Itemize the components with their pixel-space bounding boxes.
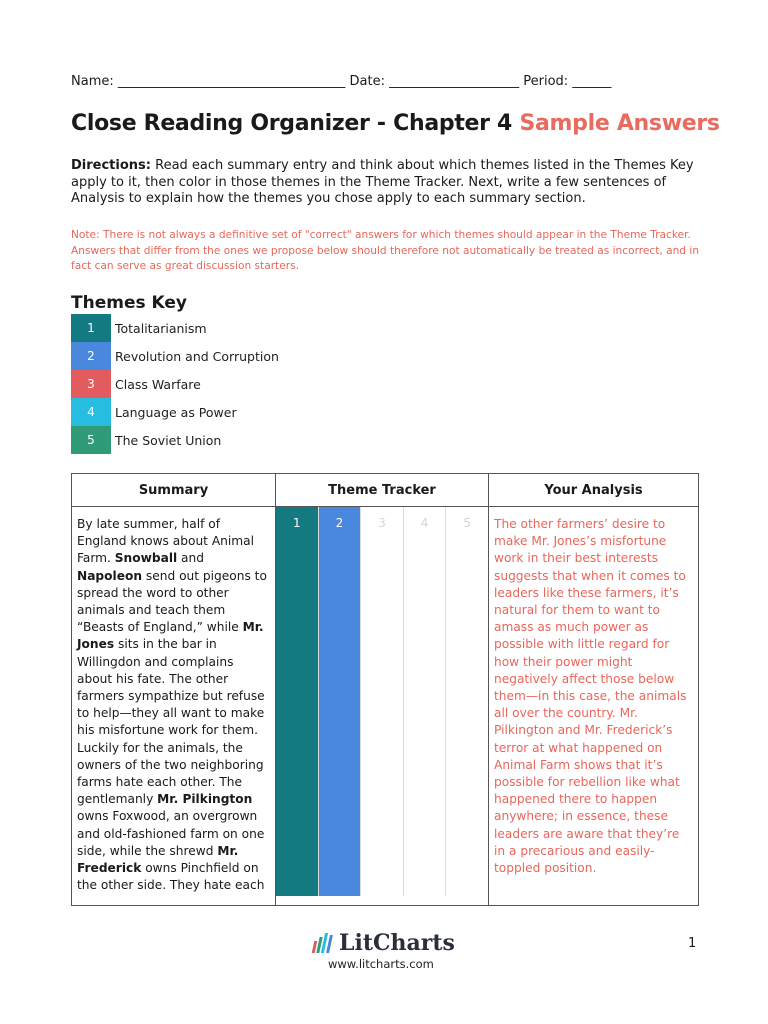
theme-key-item <box>71 398 371 426</box>
summary-text: send out pigeons to spread the word to other animals and teach them “Beasts of England,” while <box>77 568 267 635</box>
date-blank: ____________________ <box>389 74 520 89</box>
tracker-column[interactable]: 1 <box>276 507 319 896</box>
litcharts-logo <box>313 930 455 956</box>
themes-key-list <box>71 314 371 454</box>
tracker-column[interactable]: 3 <box>361 507 404 896</box>
period-blank: ______ <box>572 74 612 89</box>
page-number: 1 <box>688 936 697 951</box>
tracker-column[interactable]: 4 <box>404 507 447 896</box>
tracker-column[interactable]: 2 <box>319 507 362 896</box>
title-accent: Sample Answers <box>519 111 720 136</box>
table-row <box>72 507 699 906</box>
title-main: Close Reading Organizer - Chapter 4 <box>71 111 513 136</box>
summary-text: By late summer, half of England knows about Animal Farm. <box>77 517 254 566</box>
theme-key-item <box>71 342 371 370</box>
theme-label: Language as Power <box>115 404 237 420</box>
summary-text: sits in the bar in Willingdon and complains about his fate. The other farmers sympathize but refuse to help—they all want to make his misfortune work for them. Luckily for the animals, the owners of the two neighboring farms hate each other. The gentlemanly <box>77 637 265 807</box>
summary-text: owns Foxwood, an overgrown and old-fashioned farm on one side, while the shrewd <box>77 809 265 858</box>
theme-key-item <box>71 426 371 454</box>
theme-label: The Soviet Union <box>115 432 222 448</box>
period-label: Period: <box>523 74 569 89</box>
close-reading-table <box>71 473 699 906</box>
summary-header: Summary <box>72 474 276 507</box>
analysis-header: Your Analysis <box>489 474 699 507</box>
note-text: Note: There is not always a definitive set of "correct" answers for which themes should appear in the Theme Tracker. Answers that differ from the ones we propose below should therefore not automatically be treated as incorrect, and in fact can serve as great discussion starters. <box>71 229 700 272</box>
theme-label: Totalitarianism <box>115 320 207 336</box>
analysis-cell: The other farmers’ desire to make Mr. Jones’s misfortune work in their best interests suggests that when it comes to leaders like these farmers, it’s natural for them to want to amass as much power as possible with little regard for how their power might negatively affect those below them—in this case, the animals all over the country. Mr. Pilkington and Mr. Frederick’s terror at what happened on Animal Farm shows that it’s possible for rebellion like what happened there to happen anywhere; in essence, these leaders are aware that they’re in a precarious and easily-toppled position. <box>489 507 699 906</box>
theme-number-badge: 5 <box>71 426 111 454</box>
theme-tracker-cell <box>276 507 489 906</box>
directions <box>71 158 701 208</box>
theme-key-item <box>71 370 371 398</box>
themes-key-heading: Themes Key <box>71 293 187 313</box>
name-label: Name: <box>71 74 114 89</box>
summary-text: and <box>177 551 204 566</box>
character-name: Mr. Frederick <box>77 843 239 876</box>
theme-tracker-header: Theme Tracker <box>276 474 489 507</box>
theme-label: Revolution and Corruption <box>115 348 279 364</box>
theme-number-badge: 4 <box>71 398 111 426</box>
theme-number-badge: 1 <box>71 314 111 342</box>
directions-text: Read each summary entry and think about which themes listed in the Themes Key apply to it, then color in those themes in the Theme Tracker. Next, write a few sentences of Analysis to explain how the themes you chose apply to each summary section. <box>71 158 694 206</box>
page-title <box>71 111 720 136</box>
theme-tracker <box>276 507 488 896</box>
character-name: Snowball <box>114 551 178 566</box>
character-name: Mr. Jones <box>77 620 264 652</box>
date-label: Date: <box>349 74 385 89</box>
theme-label: Class Warfare <box>115 376 201 392</box>
theme-number-badge: 2 <box>71 342 111 370</box>
tracker-column[interactable]: 5 <box>463 516 471 530</box>
table-header-row <box>72 474 699 507</box>
summary-text: owns Pinchfield on the other side. They hate each <box>77 861 265 893</box>
summary-cell <box>72 507 276 906</box>
character-name: Mr. Pilkington <box>157 792 253 807</box>
logo-text: LitCharts <box>339 930 455 956</box>
logo-bars-icon <box>313 933 333 953</box>
theme-number-badge: 3 <box>71 370 111 398</box>
character-name: Napoleon <box>77 568 143 583</box>
directions-label: Directions: <box>71 158 151 173</box>
theme-key-item <box>71 314 371 342</box>
name-blank: ___________________________________ <box>117 74 346 89</box>
footer-url: www.litcharts.com <box>328 957 434 971</box>
student-info-line <box>71 74 701 89</box>
